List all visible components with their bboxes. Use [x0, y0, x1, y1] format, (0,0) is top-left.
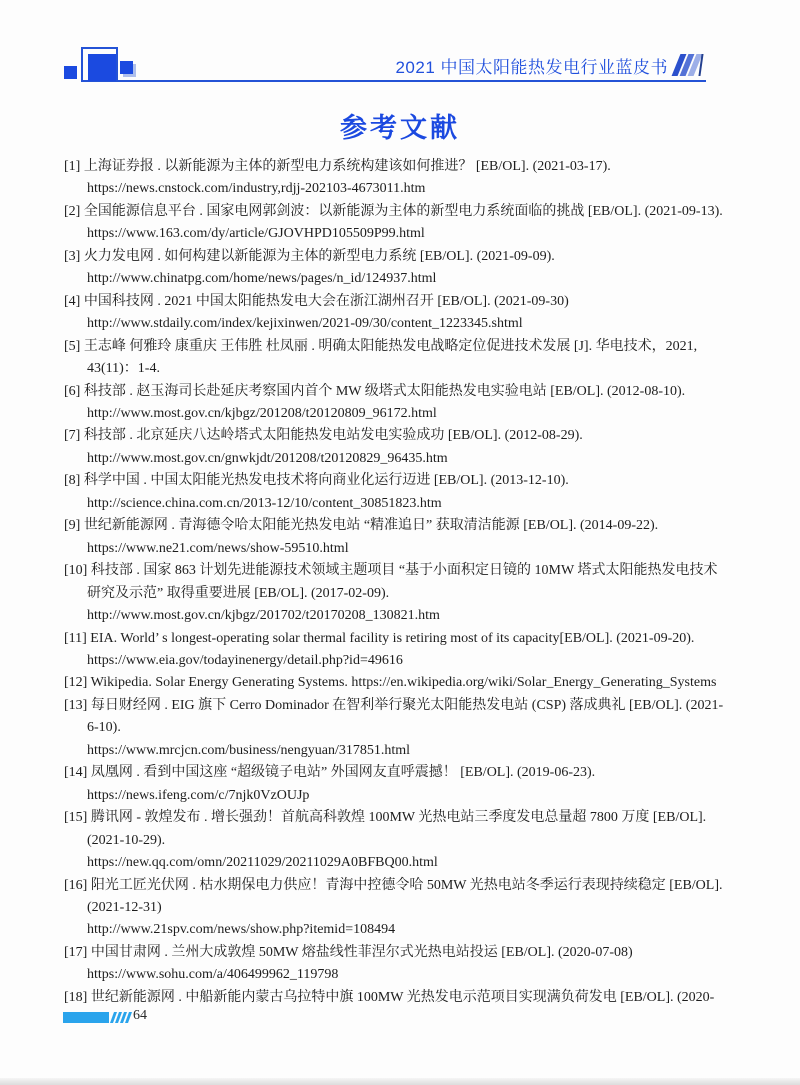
reference-continuation: https://news.ifeng.com/c/7njk0VzOUJp [87, 787, 310, 803]
reference-text: [18] 世纪新能源网 . 中船新能内蒙古乌拉特中旗 100MW 光热发电示范项目实现满负荷发电 [EB/OL]. (2020- [64, 989, 715, 1005]
reference-continuation: https://new.qq.com/omn/20211029/20211029A0BFBQ00.html [87, 855, 438, 871]
reference-continuation: https://www.mrcjcn.com/business/nengyuan/317851.html [87, 742, 411, 758]
reference-item [64, 695, 754, 762]
reference-continuation: https://news.cnstock.com/industry,rdjj-202103-4673011.htm [87, 181, 426, 197]
reference-item [64, 672, 754, 694]
page-number: 64 [133, 1008, 147, 1023]
page-title: 参考文献 [340, 113, 460, 143]
reference-item [64, 201, 754, 246]
reference-text: [5] 王志峰 何雅玲 康重庆 王伟胜 杜凤丽 . 明确太阳能热发电战略定位促进技术发展 [J]. 华电技术，2021, [64, 338, 698, 354]
reference-continuation: http://www.most.gov.cn/gnwkjdt/201208/t20120829_96435.htm [87, 450, 448, 466]
reference-item [64, 628, 754, 673]
reference-text: [12] Wikipedia. Solar Energy Generating Systems. https://en.wikipedia.org/wiki/Solar_Energy_Generating_Systems [64, 675, 717, 691]
footer-stripes-icon [112, 1012, 132, 1023]
reference-text: [14] 凤凰网 . 看到中国这座 “超级镜子电站” 外国网友直呼震撼！ [EB/OL]. (2019-06-23). [64, 765, 596, 781]
reference-item [64, 942, 754, 987]
references-list [64, 156, 754, 1009]
reference-item [64, 381, 754, 426]
reference-text: [9] 世纪新能源网 . 青海德令哈太阳能光热发电站 “精准追日” 获取清洁能源 [EB/OL]. (2014-09-22). [64, 518, 659, 534]
reference-continuation: https://www.ne21.com/news/show-59510.html [87, 540, 349, 556]
logo-square-small-left-icon [64, 66, 77, 79]
header-rule [118, 80, 706, 82]
reference-continuation: 研究及示范” 取得重要进展 [EB/OL]. (2017-02-09). [87, 585, 390, 601]
reference-continuation: http://www.21spv.com/news/show.php?itemid=108494 [87, 922, 396, 938]
reference-item [64, 336, 754, 381]
reference-continuation: https://www.eia.gov/todayinenergy/detail.php?id=49616 [87, 652, 403, 668]
reference-text: [10] 科技部 . 国家 863 计划先进能源技术领域主题项目 “基于小面积定日镜的 10MW 塔式太阳能热发电技术 [64, 563, 718, 579]
reference-continuation: https://www.163.com/dy/article/GJOVHPD105509P99.html [87, 226, 425, 242]
reference-continuation: (2021-12-31) [87, 899, 162, 915]
reference-item [64, 470, 754, 515]
reference-item [64, 156, 754, 201]
reference-text: [13] 每日财经网 . EIG 旗下 Cerro Dominador 在智利举行聚光太阳能热发电站 (CSP) 落成典礼 [EB/OL]. (2021- [64, 697, 724, 713]
header-book-title: 2021 中国太阳能热发电行业蓝皮书 [395, 58, 668, 77]
reference-text: [7] 科技部 . 北京延庆八达岭塔式太阳能热发电站发电实验成功 [EB/OL]. (2012-08-29). [64, 428, 583, 444]
reference-text: [15] 腾讯网 - 敦煌发布 . 增长强劲！首航高科敦煌 100MW 光热电站三季度发电总量超 7800 万度 [EB/OL]. [64, 810, 707, 826]
footer-bar [63, 1012, 109, 1023]
scan-artifact-band [0, 1078, 800, 1085]
reference-continuation: http://www.most.gov.cn/kjbgz/201208/t20120809_96172.html [87, 405, 437, 421]
reference-text: [4] 中国科技网 . 2021 中国太阳能热发电大会在浙江湖州召开 [EB/OL]. (2021-09-30) [64, 293, 569, 309]
reference-text: [6] 科技部 . 赵玉海司长赴延庆考察国内首个 MW 级塔式太阳能热发电实验电站 [EB/OL]. (2012-08-10). [64, 383, 686, 399]
reference-item [64, 425, 754, 470]
reference-item [64, 560, 754, 627]
reference-text: [8] 科学中国 . 中国太阳能光热发电技术将向商业化运行迈进 [EB/OL]. (2013-12-10). [64, 473, 569, 489]
reference-item [64, 515, 754, 560]
reference-text: [3] 火力发电网 . 如何构建以新能源为主体的新型电力系统 [EB/OL]. (2021-09-09). [64, 248, 555, 264]
reference-continuation: 6-10). [87, 720, 121, 736]
reference-item [64, 762, 754, 807]
logo-square-solid-icon [88, 54, 116, 81]
reference-continuation: http://www.most.gov.cn/kjbgz/201702/t20170208_130821.htm [87, 608, 440, 624]
reference-text: [11] EIA. World’ s longest-operating solar thermal facility is retiring most of its capacity[EB/OL]. (2021-09-20). [64, 630, 695, 646]
reference-text: [17] 中国甘肃网 . 兰州大成敦煌 50MW 熔盐线性菲涅尔式光热电站投运 [EB/OL]. (2020-07-08) [64, 944, 633, 960]
reference-continuation: (2021-10-29). [87, 832, 166, 848]
reference-item [64, 987, 754, 1009]
reference-item [64, 246, 754, 291]
reference-item [64, 807, 754, 874]
reference-continuation: http://www.chinatpg.com/home/news/pages/n_id/124937.html [87, 271, 437, 287]
reference-item [64, 291, 754, 336]
reference-continuation: 43(11)：1-4. [87, 361, 160, 377]
reference-text: [1] 上海证券报 . 以新能源为主体的新型电力系统构建该如何推进？ [EB/OL]. (2021-03-17). [64, 159, 611, 174]
reference-continuation: https://www.sohu.com/a/406499962_119798 [87, 967, 339, 983]
reference-text: [16] 阳光工匠光伏网 . 枯水期保电力供应！青海中控德令哈 50MW 光热电站冬季运行表现持续稳定 [EB/OL]. [64, 877, 723, 893]
logo-square-small-right-icon [120, 61, 133, 74]
reference-text: [2] 全国能源信息平台 . 国家电网郭剑波：以新能源为主体的新型电力系统面临的挑战 [EB/OL]. (2021-09-13). [64, 203, 723, 219]
reference-continuation: http://science.china.com.cn/2013-12/10/content_30851823.htm [87, 495, 442, 511]
reference-continuation: http://www.stdaily.com/index/kejixinwen/2021-09/30/content_1223345.shtml [87, 316, 523, 332]
header-slashes-icon [676, 54, 702, 76]
reference-item [64, 875, 754, 942]
